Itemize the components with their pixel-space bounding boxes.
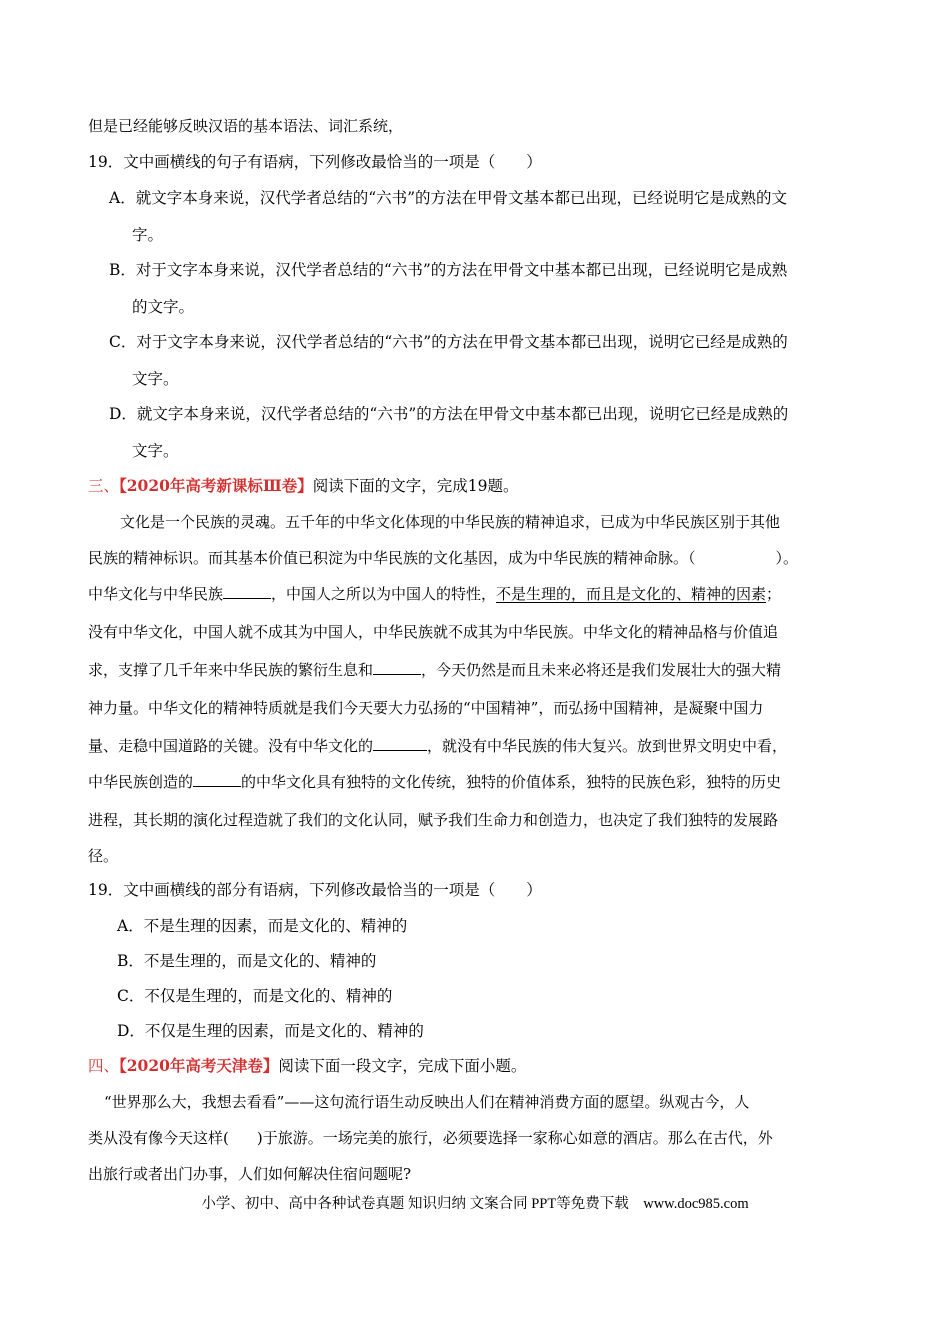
passage-tail-line: 但是已经能够反映汉语的基本语法、词汇系统， (88, 117, 404, 135)
q2-option-c: C．不仅是生理的，而是文化的、精神的 (117, 987, 393, 1005)
passage-3-line-6: 神力量。中华文化的精神特质就是我们今天要大力弘扬的“中国精神”，而弘扬中国精神，是凝聚中国力 (88, 699, 764, 717)
q1-option-d-cont: 文字。 (132, 442, 179, 460)
q1-option-d: D．就文字本身来说，汉代学者总结的“六书”的方法在甲骨文中基本都已出现，说明它已经是成熟的 (109, 405, 789, 423)
section-4-source: 【2020年高考天津卷】 (119, 1056, 279, 1075)
passage-3-line-10: 径。 (88, 847, 119, 865)
section-3-heading (88, 476, 519, 496)
q2-option-b: B．不是生理的，而是文化的、精神的 (117, 952, 377, 970)
passage-3-line-8 (88, 772, 781, 792)
section-4-instruction: 阅读下面一段文字，完成下面小题。 (278, 1057, 527, 1075)
passage-3-line-7-b: ，就没有中华民族的伟大复兴。放到世界文明史中看， (427, 737, 788, 755)
passage-4-line-3: 出旅行或者出门办事，人们如何解决住宿问题呢? (88, 1165, 412, 1183)
fill-blank-2 (373, 660, 421, 675)
fill-blank-3 (373, 736, 427, 751)
passage-4-line-2-a: 类从没有像今天这样( (88, 1129, 229, 1147)
passage-3-line-9: 进程，其长期的演化过程造就了我们的文化认同，赋予我们生命力和创造力，也决定了我们独特的发展路 (88, 811, 779, 829)
q2-option-d: D．不仅是生理的因素，而是文化的、精神的 (117, 1022, 424, 1040)
passage-3-line-3 (88, 584, 781, 604)
passage-3-line-3-a: 中华文化与中华民族 (88, 585, 224, 603)
question-19b-stem: 19．文中画横线的部分有语病，下列修改最恰当的一项是（ ） (88, 881, 542, 899)
section-3-instruction: 阅读下面的文字，完成19题。 (312, 477, 519, 495)
passage-3-line-3-b: ，中国人之所以为中国人的特性， (271, 585, 497, 603)
passage-3-line-5-a: 求，支撑了几千年来中华民族的繁衍生息和 (88, 661, 374, 679)
passage-3-line-5-b: ，今天仍然是而且未来必将还是我们发展壮大的强大精 (421, 661, 782, 679)
passage-3-line-4: 没有中华文化，中国人就不成其为中国人，中华民族就不成其为中华民族。中华文化的精神品格与价值追 (88, 623, 779, 641)
passage-3-line-8-a: 中华民族创造的 (88, 773, 194, 791)
section-3-source: 【2020年高考新课标Ⅲ卷】 (119, 476, 313, 495)
passage-4-line-2 (88, 1128, 773, 1148)
page-footer: 小学、初中、高中各种试卷真题 知识归纳 文案合同 PPT等免费下载 www.doc985.com (201, 1196, 749, 1212)
passage-3-line-7-a: 量、走稳中国道路的关键。没有中华文化的 (88, 737, 374, 755)
passage-3-line-3-c: ； (766, 585, 782, 603)
passage-3-line-2-end: ）。 (775, 549, 799, 567)
q1-option-b: B．对于文字本身来说，汉代学者总结的“六书”的方法在甲骨文中基本都已出现，已经说明它是成熟 (109, 261, 788, 279)
q2-option-a: A．不是生理的因素，而是文化的、精神的 (117, 917, 408, 935)
fill-blank-4 (193, 772, 241, 787)
passage-3-line-2-text: 民族的精神标识。而其基本价值已积淀为中华民族的文化基因，成为中华民族的精神命脉。（ (88, 549, 696, 567)
passage-3-line-2 (88, 548, 798, 568)
question-19-stem: 19．文中画横线的句子有语病，下列修改最恰当的一项是（ ） (88, 153, 542, 171)
fill-blank-1 (223, 584, 271, 599)
passage-3-line-7 (88, 736, 787, 756)
section-3-number: 三、 (88, 477, 120, 495)
passage-3-line-8-b: 的中华文化具有独特的文化传统，独特的价值体系，独特的民族色彩，独特的历史 (241, 773, 782, 791)
q1-option-c-cont: 文字。 (132, 370, 179, 388)
passage-3-line-1: 文化是一个民族的灵魂。五千年的中华文化体现的中华民族的精神追求，已成为中华民族区别于其他 (120, 513, 781, 531)
underlined-sentence: 不是生理的，而且是文化的、精神的因素 (496, 585, 767, 603)
passage-3-line-5 (88, 660, 781, 680)
q1-option-c: C．对于文字本身来说，汉代学者总结的“六书”的方法在甲骨文基本都已出现，说明它已经是成熟的 (109, 333, 788, 351)
section-4-number: 四、 (88, 1057, 120, 1075)
passage-4-line-2-b: )于旅游。一场完美的旅行，必须要选择一家称心如意的酒店。那么在古代，外 (256, 1129, 773, 1147)
q1-option-a: A．就文字本身来说，汉代学者总结的“六书”的方法在甲骨文基本都已出现，已经说明它是成熟的文 (109, 189, 788, 207)
section-4-heading (88, 1056, 526, 1076)
q1-option-a-cont: 字。 (132, 226, 164, 244)
passage-4-line-1: “世界那么大，我想去看看”——这句流行语生动反映出人们在精神消费方面的愿望。纵观古今，人 (104, 1093, 750, 1111)
q1-option-b-cont: 的文字。 (132, 298, 195, 316)
